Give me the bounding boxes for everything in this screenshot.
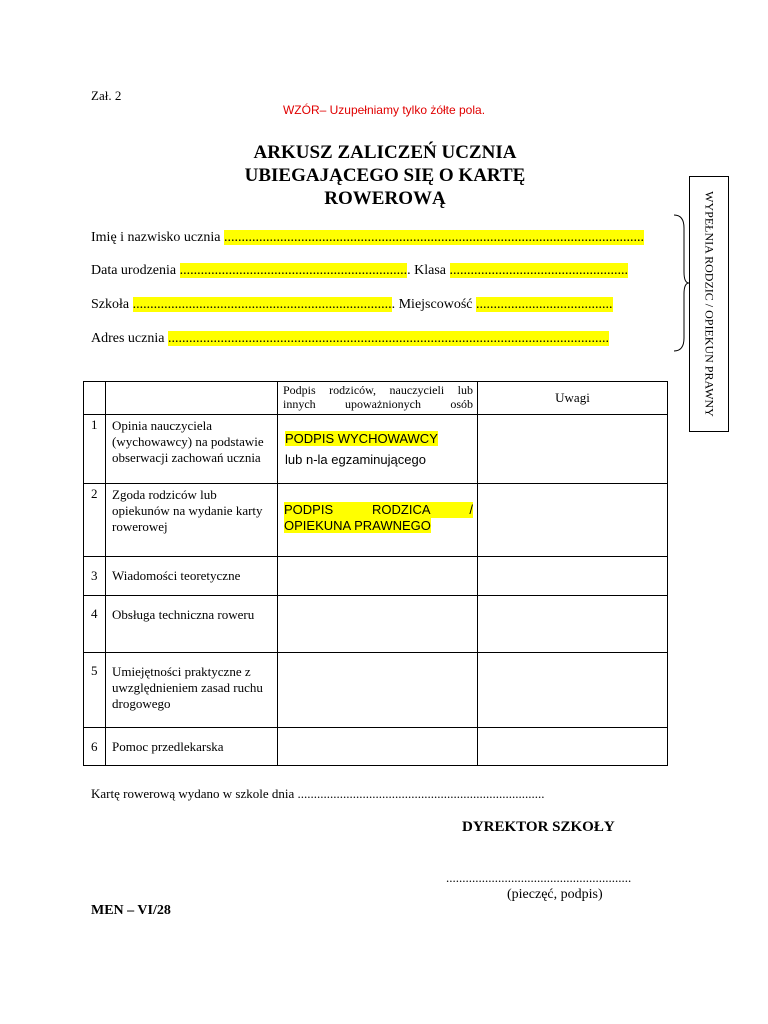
table-header-row: [84, 382, 668, 415]
sign-cell[interactable]: [278, 653, 478, 728]
table-row: [84, 653, 668, 728]
parent-fill-note: WYPEŁNIA RODZIC / OPIEKUN PRAWNY: [702, 191, 717, 417]
address-label: Adres ucznia: [91, 331, 165, 346]
row-number: 6: [84, 728, 106, 766]
student-name-label: Imię i nazwisko ucznia: [91, 230, 221, 245]
row-number: 4: [84, 596, 106, 653]
row-number: 2: [84, 484, 106, 557]
table-row: [84, 557, 668, 596]
table-row: [84, 415, 668, 484]
header-desc-cell: [106, 382, 278, 415]
birth-date-field[interactable]: .................................................................: [179, 263, 408, 278]
town-label: . Miejscowość: [391, 297, 473, 312]
row-description: Pomoc przedlekarska: [106, 728, 278, 766]
credits-table: [83, 381, 668, 766]
parent-sign-line-2: OPIEKUNA PRAWNEGO: [284, 518, 431, 533]
teacher-sign-sub: lub n-la egzaminującego: [285, 452, 426, 467]
row-description: Zgoda rodziców lub opiekunów na wydanie karty rowerowej: [106, 484, 278, 557]
row-number: 1: [84, 415, 106, 484]
notes-cell[interactable]: [478, 728, 668, 766]
student-name-field[interactable]: ........................................................................................................................: [223, 230, 644, 245]
header-sign-cell: Podpis rodziców, nauczycieli lub innych upoważnionych osób: [278, 382, 478, 415]
teacher-sign-cell[interactable]: [278, 415, 478, 484]
row-description: Obsługa techniczna roweru: [106, 596, 278, 653]
parent-sign-cell[interactable]: [278, 484, 478, 557]
class-field[interactable]: ...................................................: [449, 263, 629, 278]
table-row: [84, 728, 668, 766]
birth-class-row: [91, 263, 628, 279]
sign-cell[interactable]: [278, 728, 478, 766]
document-title: [190, 141, 580, 210]
notes-cell[interactable]: [478, 653, 668, 728]
seal-caption: (pieczęć, podpis): [507, 887, 603, 902]
row-number: 3: [84, 557, 106, 596]
title-line-1: ARKUSZ ZALICZEŃ UCZNIA: [253, 142, 517, 163]
notes-cell[interactable]: [478, 415, 668, 484]
notes-cell[interactable]: [478, 596, 668, 653]
director-sign-field[interactable]: .........................................................: [446, 870, 632, 885]
issued-date-field[interactable]: ............................................................................: [297, 786, 545, 801]
town-field[interactable]: .......................................: [476, 297, 613, 312]
class-label: . Klasa: [407, 263, 447, 278]
attachment-number: Zał. 2: [91, 88, 122, 103]
teacher-sign-label: PODPIS WYCHOWAWCY: [285, 431, 438, 446]
issued-row: [91, 786, 544, 802]
school-label: Szkoła: [91, 297, 130, 312]
school-field[interactable]: ..........................................................................: [132, 297, 392, 312]
issued-label: Kartę rowerową wydano w szkole dnia: [91, 786, 295, 801]
header-notes-cell: Uwagi: [478, 382, 668, 415]
director-title: DYREKTOR SZKOŁY: [462, 819, 615, 835]
row-description: Wiadomości teoretyczne: [106, 557, 278, 596]
document-code: MEN – VI/28: [91, 903, 171, 918]
table-row: [84, 596, 668, 653]
notes-cell[interactable]: [478, 484, 668, 557]
address-row: [91, 331, 609, 347]
notes-cell[interactable]: [478, 557, 668, 596]
title-line-2: UBIEGAJĄCEGO SIĘ O KARTĘ: [244, 165, 526, 186]
parent-fill-box: [689, 176, 729, 432]
title-line-3: ROWEROWĄ: [324, 188, 446, 209]
school-town-row: [91, 297, 613, 313]
address-field[interactable]: ..............................................................................................................................: [167, 331, 609, 346]
student-name-row: [91, 230, 644, 246]
table-row: [84, 484, 668, 557]
sign-cell[interactable]: [278, 596, 478, 653]
row-description: Opinia nauczyciela (wychowawcy) na podstawie obserwacji zachowań ucznia: [106, 415, 278, 484]
row-description: Umiejętności praktyczne z uwzględnieniem zasad ruchu drogowego: [106, 653, 278, 728]
header-num-cell: [84, 382, 106, 415]
brace-icon: [672, 214, 690, 352]
template-note: WZÓR– Uzupełniamy tylko żółte pola.: [282, 103, 486, 117]
row-number: 5: [84, 653, 106, 728]
parent-sign-line-1: PODPIS RODZICA /: [284, 502, 473, 517]
sign-cell[interactable]: [278, 557, 478, 596]
birth-date-label: Data urodzenia: [91, 263, 177, 278]
